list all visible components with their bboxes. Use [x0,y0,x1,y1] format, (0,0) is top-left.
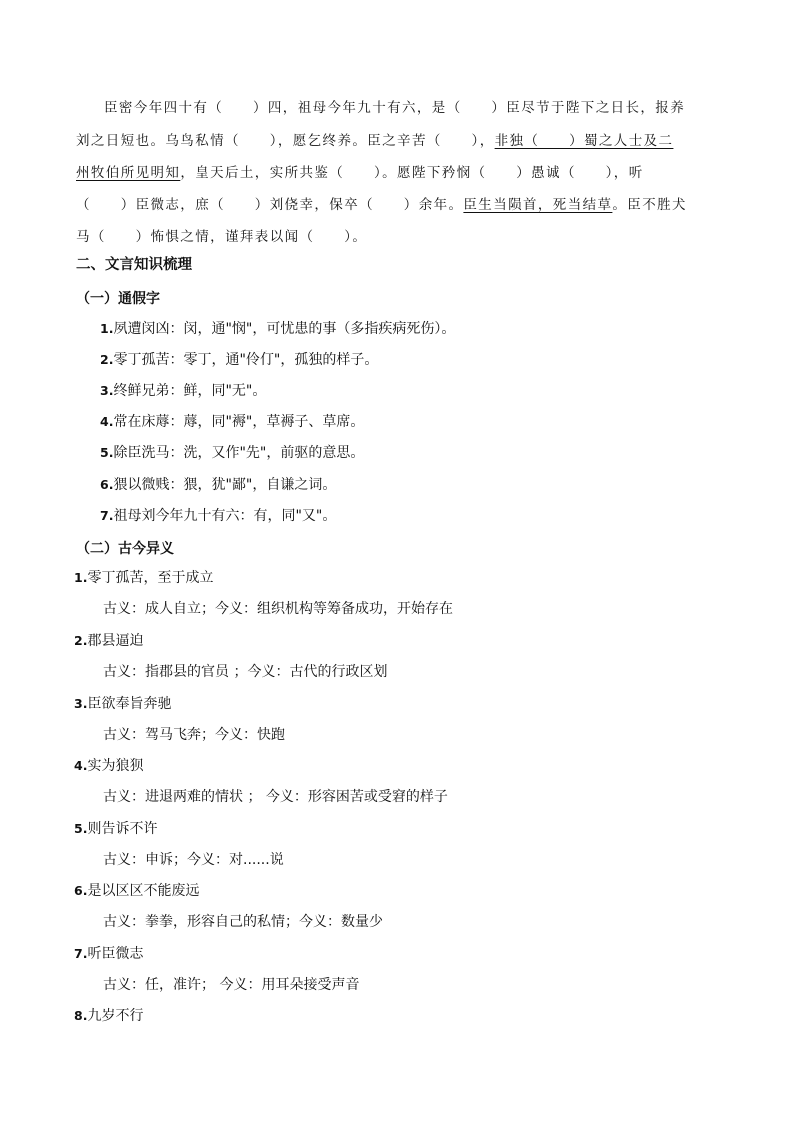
term-heading [74,568,213,588]
term-heading [74,819,157,839]
term-phrase: 臣欲奉旨奔驰 [87,696,172,712]
item-number: 3. [100,383,114,398]
passage-text: 臣密今年四十有（ ）四，祖母今年九十有六，是（ ）臣尽节于陛下之日长，报养 [104,100,686,116]
term-phrase: 零丁孤苦，至于成立 [87,570,214,586]
term-heading [74,944,143,964]
passage-text: （ ）臣微志，庶（ ）刘侥幸，保卒（ ）余年。 [76,197,464,213]
term-number: 4. [74,758,88,773]
term-number: 7. [74,946,88,961]
list-item [100,475,336,495]
passage-text: ，皇天后土，实所共鉴（ ）。愿陛下矜悯（ ）愚诚（ ），听 [180,165,644,181]
subsection-heading-tongjiazi: （一）通假字 [76,291,160,307]
list-item [100,412,364,432]
list-item [100,381,266,401]
term-heading [74,694,171,714]
term-meaning: 古义：成人自立；今义：组织机构等筹备成功，开始存在 [103,601,453,617]
item-number: 7. [100,508,114,523]
term-phrase: 是以区区不能废远 [87,883,200,899]
passage-line-2 [76,131,673,151]
term-phrase: 郡县逼迫 [87,633,144,649]
passage-text: 刘之日短也。乌鸟私情（ ），愿乞终养。臣之辛苦（ ）， [76,133,495,149]
underlined-text: 州牧伯所见明知 [76,165,181,181]
item-text: 终鲜兄弟：鲜，同"无"。 [113,383,267,399]
item-text: 猥以微贱：猥，犹"鄙"，自谦之词。 [113,477,337,493]
underlined-text: 臣生当陨首，死当结草 [463,197,613,213]
passage-line-5 [76,227,367,247]
term-number: 6. [74,883,88,898]
passage-text: 马（ ）怖惧之情，谨拜表以闻（ ）。 [76,229,368,245]
section-heading: 二、文言知识梳理 [76,257,192,273]
term-phrase: 则告诉不许 [87,821,158,837]
list-item [100,350,378,370]
item-text: 除臣洗马：洗，又作"先"，前驱的意思。 [113,445,365,461]
item-text: 祖母刘今年九十有六：有，同"又"。 [113,508,337,524]
list-item [100,319,455,339]
item-text: 夙遭闵凶：闵，通"悯"，可忧患的事（多指疾病死伤）。 [113,321,456,337]
item-number: 5. [100,445,114,460]
passage-text: 。臣不胜犬 [612,197,687,213]
term-number: 2. [74,633,88,648]
item-number: 6. [100,477,114,492]
passage-line-1 [104,98,685,118]
term-number: 8. [74,1008,88,1023]
term-meaning: 古义：申诉；今义：对......说 [103,852,284,868]
passage-line-4 [76,195,687,215]
term-meaning: 古义：驾马飞奔；今义：快跑 [103,727,285,743]
term-number: 5. [74,821,88,836]
term-heading [74,1006,143,1026]
term-heading [74,631,143,651]
term-phrase: 听臣微志 [87,946,144,962]
list-item [100,443,364,463]
term-heading [74,756,143,776]
item-number: 1. [100,321,114,336]
list-item [100,506,336,526]
term-meaning: 古义：任，准许； 今义：用耳朵接受声音 [103,977,360,993]
term-meaning: 古义：拳拳，形容自己的私情；今义：数量少 [103,914,383,930]
passage-line-3 [76,163,644,183]
term-number: 3. [74,696,88,711]
term-heading [74,881,199,901]
subsection-heading-gujin: （二）古今异义 [76,541,174,557]
item-text: 常在床蓐：蓐，同"褥"，草褥子、草席。 [113,414,365,430]
term-meaning: 古义：指郡县的官员 ；今义：古代的行政区划 [103,664,388,680]
term-phrase: 实为狼狈 [87,758,144,774]
term-phrase: 九岁不行 [87,1008,144,1024]
term-meaning: 古义：进退两难的情状 ； 今义：形容困苦或受窘的样子 [103,789,448,805]
item-text: 零丁孤苦：零丁，通"伶仃"，孤独的样子。 [113,352,379,368]
item-number: 2. [100,352,114,367]
item-number: 4. [100,414,114,429]
underlined-text: 非独（ ）蜀之人士及二 [494,133,674,149]
term-number: 1. [74,570,88,585]
